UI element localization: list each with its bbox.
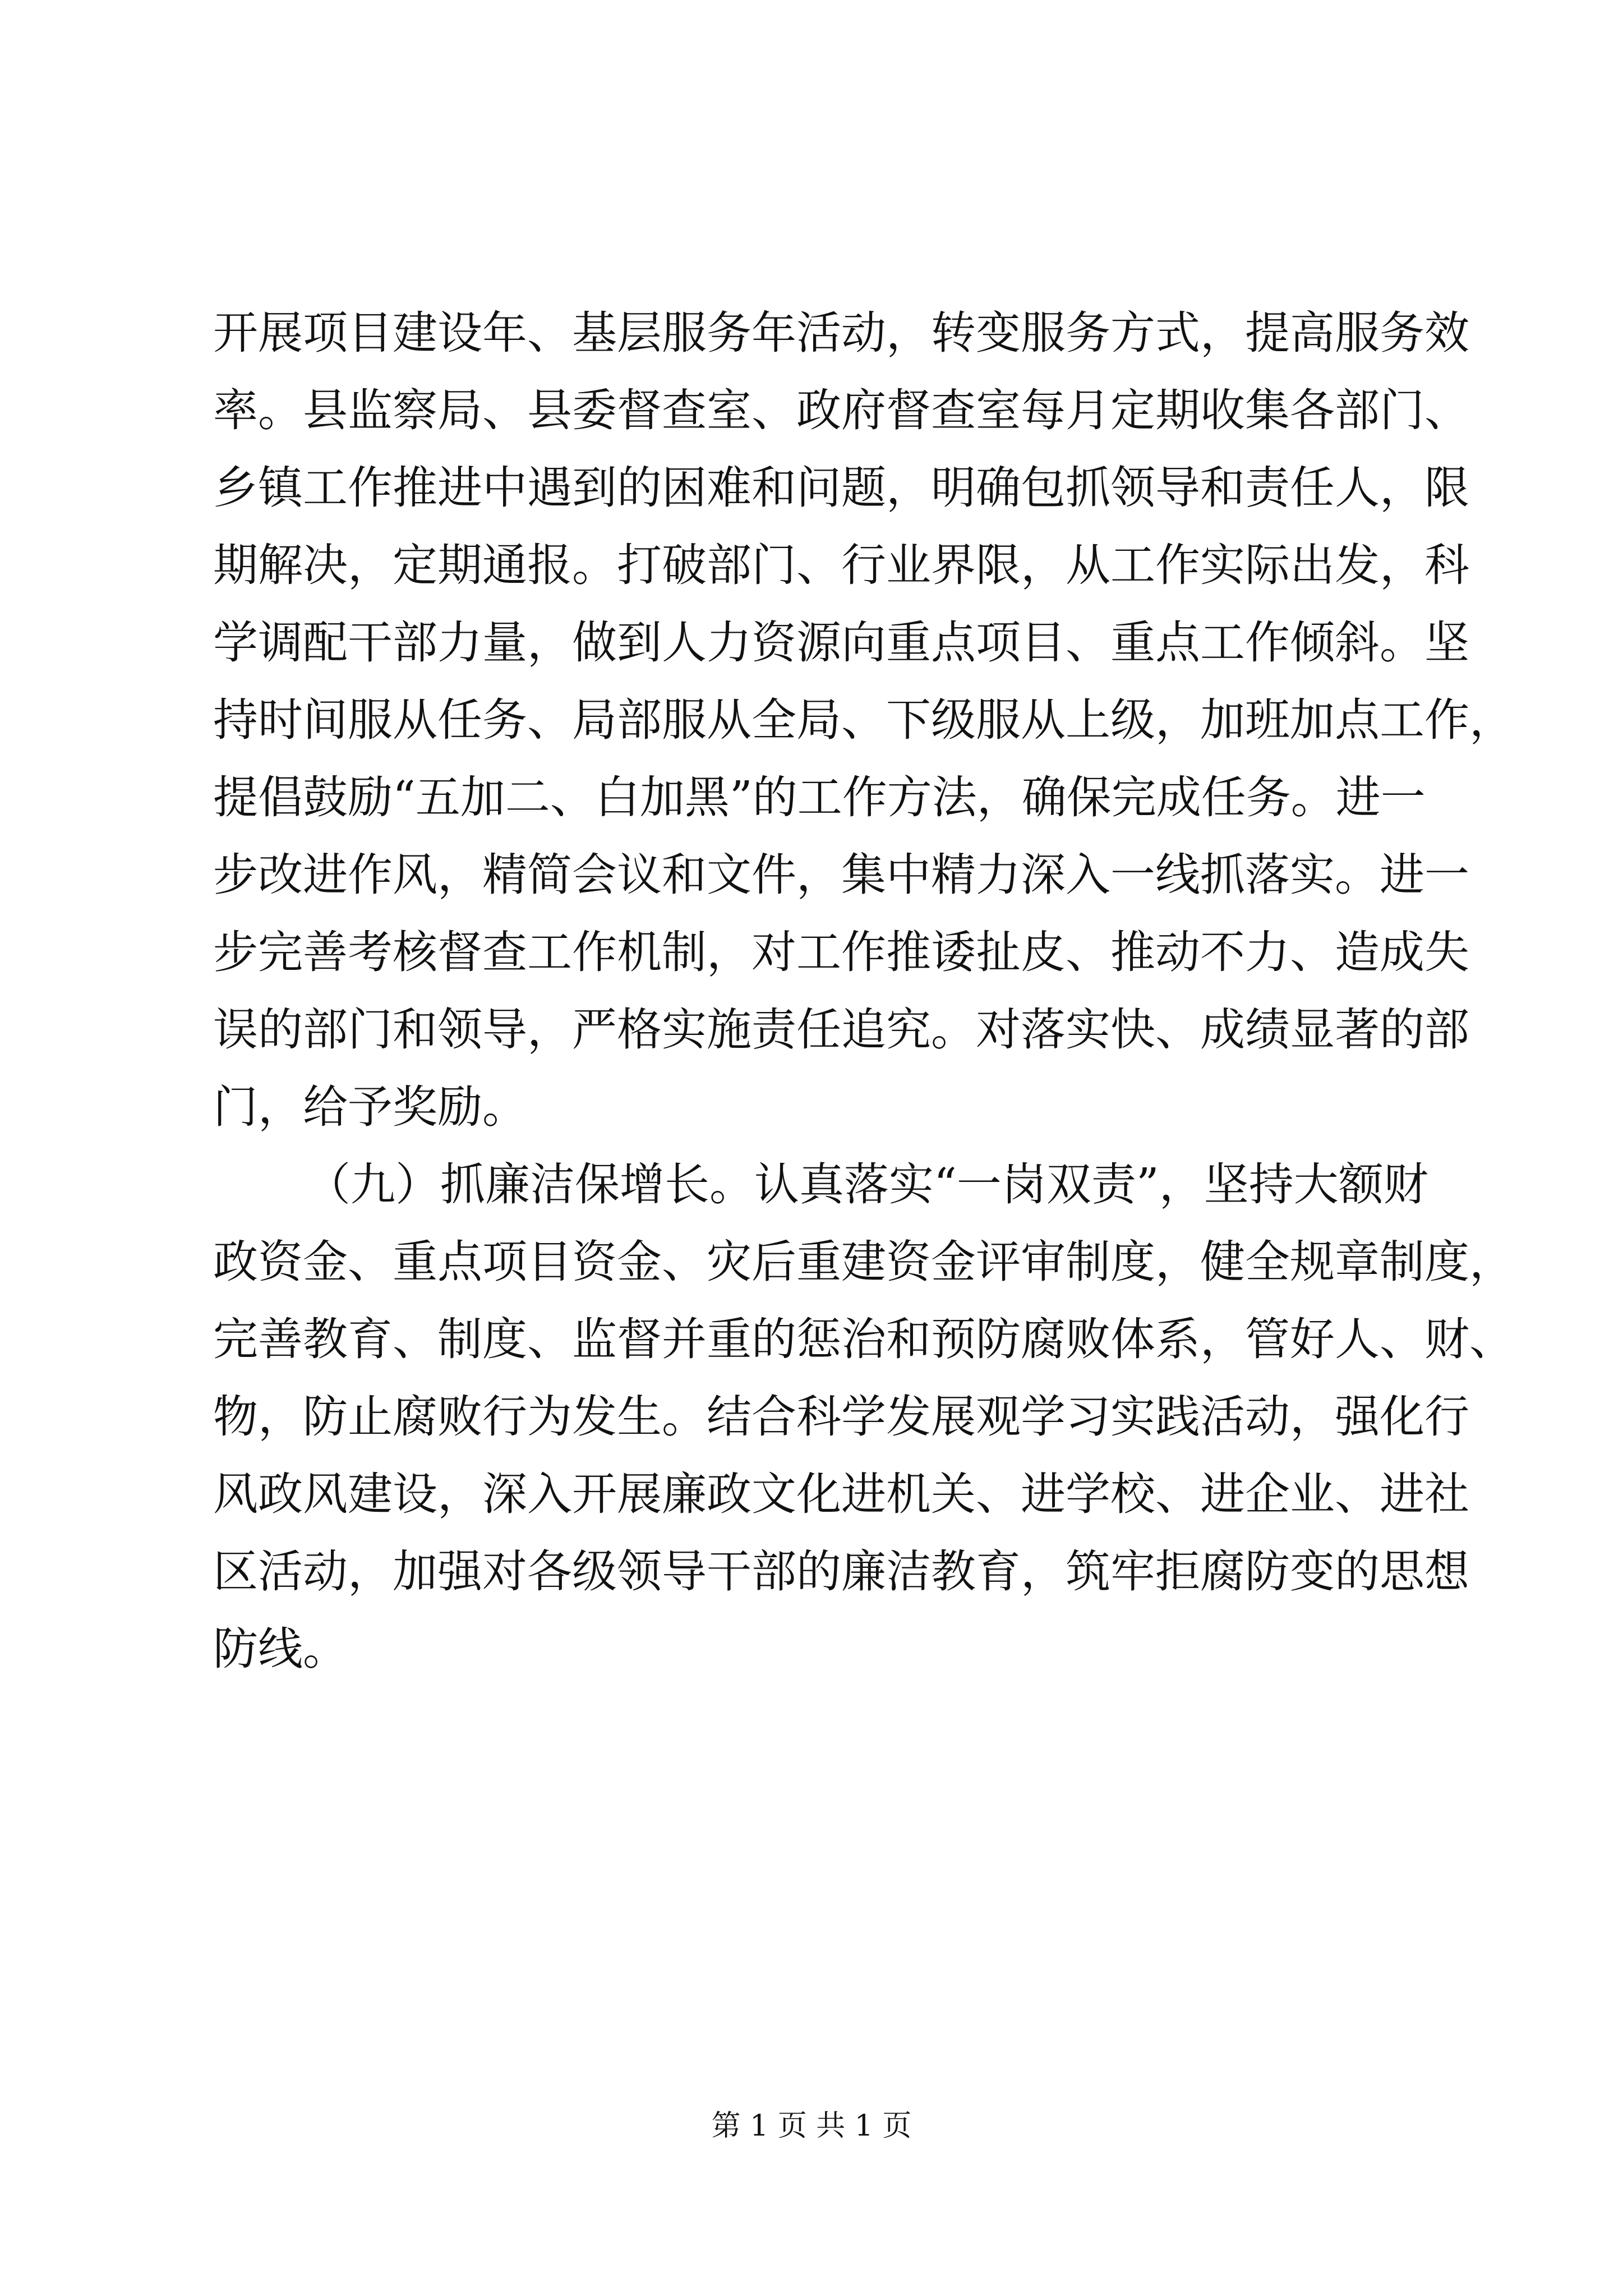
text-line: 提倡鼓励“五加二、白加黑”的工作方法，确保完成任务。进一	[213, 771, 1426, 823]
text-line: 物，防止腐败行为发生。结合科学发展观学习实践活动，强化行	[213, 1391, 1469, 1443]
text-line: 开展项目建设年、基层服务年活动，转变服务方式，提高服务效	[213, 307, 1469, 359]
text-line: 持时间服从任务、局部服从全局、下级服从上级，加班加点工作，	[213, 694, 1514, 746]
paragraph	[213, 295, 1514, 1146]
text-line: （九）抓廉洁保增长。认真落实“一岗双责”，坚持大额财	[306, 1158, 1428, 1211]
text-line: 政资金、重点项目资金、灾后重建资金评审制度，健全规章制度，	[213, 1236, 1514, 1288]
text-line: 门，给予奖励。	[213, 1081, 527, 1133]
page-number-footer: 第 1 页 共 1 页	[711, 2109, 912, 2143]
paragraph	[213, 1146, 1514, 1688]
document-body	[213, 295, 1514, 1688]
text-line: 率。县监察局、县委督查室、政府督查室每月定期收集各部门、	[213, 384, 1469, 436]
text-line: 风政风建设，深入开展廉政文化进机关、进学校、进企业、进社	[213, 1468, 1469, 1520]
text-line: 乡镇工作推进中遇到的困难和问题，明确包抓领导和责任人，限	[213, 462, 1469, 514]
text-line: 误的部门和领导，严格实施责任追究。对落实快、成绩显著的部	[213, 1004, 1469, 1056]
text-line: 期解决，定期通报。打破部门、行业界限，从工作实际出发，科	[213, 539, 1469, 591]
text-line: 区活动，加强对各级领导干部的廉洁教育，筑牢拒腐防变的思想	[213, 1545, 1469, 1598]
text-line: 步改进作风，精简会议和文件，集中精力深入一线抓落实。进一	[213, 849, 1469, 901]
text-line: 步完善考核督查工作机制，对工作推诿扯皮、推动不力、造成失	[213, 926, 1469, 978]
text-line: 学调配干部力量，做到人力资源向重点项目、重点工作倾斜。坚	[213, 616, 1469, 669]
text-line: 防线。	[213, 1623, 348, 1675]
text-line: 完善教育、制度、监督并重的惩治和预防腐败体系，管好人、财、	[213, 1313, 1514, 1365]
